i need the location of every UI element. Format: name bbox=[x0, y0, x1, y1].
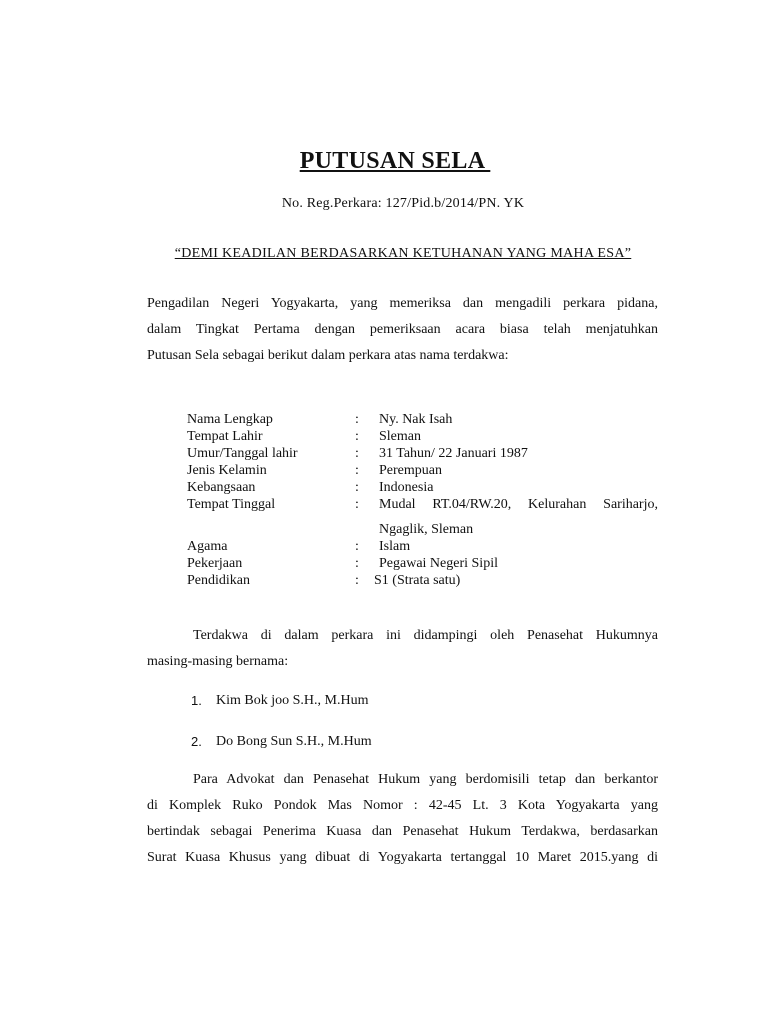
advocate-line: bertindak sebagai Penerima Kuasa dan Penasehat Hukum Terdakwa, berdasarkan bbox=[147, 824, 658, 839]
list-number: 2. bbox=[191, 734, 202, 749]
identity-label: Kebangsaan bbox=[187, 480, 256, 495]
identity-label: Jenis Kelamin bbox=[187, 463, 267, 478]
identity-colon: : bbox=[355, 463, 359, 478]
identity-value: Pegawai Negeri Sipil bbox=[379, 556, 498, 571]
identity-colon: : bbox=[355, 429, 359, 444]
counsel-name: Do Bong Sun S.H., M.Hum bbox=[216, 734, 372, 749]
advocate-paragraph bbox=[147, 767, 658, 871]
case-registration-number: No. Reg.Perkara: 127/Pid.b/2014/PN. YK bbox=[281, 196, 525, 211]
identity-label: Nama Lengkap bbox=[187, 412, 273, 427]
intro-line: Putusan Sela sebagai berikut dalam perkara atas nama terdakwa: bbox=[147, 348, 509, 363]
identity-colon: : bbox=[355, 446, 359, 461]
identity-value: Indonesia bbox=[379, 480, 434, 495]
list-number: 1. bbox=[191, 693, 202, 708]
advocate-line: Surat Kuasa Khusus yang dibuat di Yogyakarta tertanggal 10 Maret 2015.yang di bbox=[147, 850, 658, 865]
identity-colon: : bbox=[355, 412, 359, 427]
identity-value-continued: Ngaglik, Sleman bbox=[379, 522, 474, 537]
identity-value: Perempuan bbox=[379, 463, 442, 478]
identity-label: Umur/Tanggal lahir bbox=[187, 446, 298, 461]
intro-paragraph bbox=[147, 291, 658, 369]
identity-label: Tempat Tinggal bbox=[187, 497, 276, 512]
counsel-paragraph bbox=[147, 623, 658, 675]
identity-value: Sleman bbox=[379, 429, 421, 444]
intro-line: Pengadilan Negeri Yogyakarta, yang memeriksa dan mengadili perkara pidana, bbox=[147, 296, 658, 311]
identity-colon: : bbox=[355, 497, 359, 512]
identity-value: S1 (Strata satu) bbox=[374, 573, 461, 588]
identity-colon: : bbox=[355, 573, 359, 588]
justice-motto: “DEMI KEADILAN BERDASARKAN KETUHANAN YANG MAHA ESA” bbox=[174, 246, 632, 261]
advocate-line: di Komplek Ruko Pondok Mas Nomor : 42-45 Lt. 3 Kota Yogyakarta yang bbox=[147, 798, 658, 813]
counsel-line: masing-masing bernama: bbox=[147, 654, 289, 669]
identity-value: Islam bbox=[379, 539, 411, 554]
counsel-line: Terdakwa di dalam perkara ini didampingi oleh Penasehat Hukumnya bbox=[193, 628, 658, 643]
identity-colon: : bbox=[355, 556, 359, 571]
identity-label: Pekerjaan bbox=[187, 556, 243, 571]
identity-colon: : bbox=[355, 539, 359, 554]
identity-value: 31 Tahun/ 22 Januari 1987 bbox=[379, 446, 528, 461]
counsel-name: Kim Bok joo S.H., M.Hum bbox=[216, 693, 369, 708]
advocate-line: Para Advokat dan Penasehat Hukum yang berdomisili tetap dan berkantor bbox=[193, 772, 658, 787]
identity-label: Pendidikan bbox=[187, 573, 250, 588]
identity-colon: : bbox=[355, 480, 359, 495]
identity-value: Mudal RT.04/RW.20, Kelurahan Sariharjo, bbox=[379, 497, 658, 512]
identity-label: Agama bbox=[187, 539, 228, 554]
intro-line: dalam Tingkat Pertama dengan pemeriksaan acara biasa telah menjatuhkan bbox=[147, 322, 658, 337]
document-title: PUTUSAN SELA bbox=[299, 148, 491, 174]
identity-label: Tempat Lahir bbox=[187, 429, 263, 444]
identity-value: Ny. Nak Isah bbox=[379, 412, 453, 427]
